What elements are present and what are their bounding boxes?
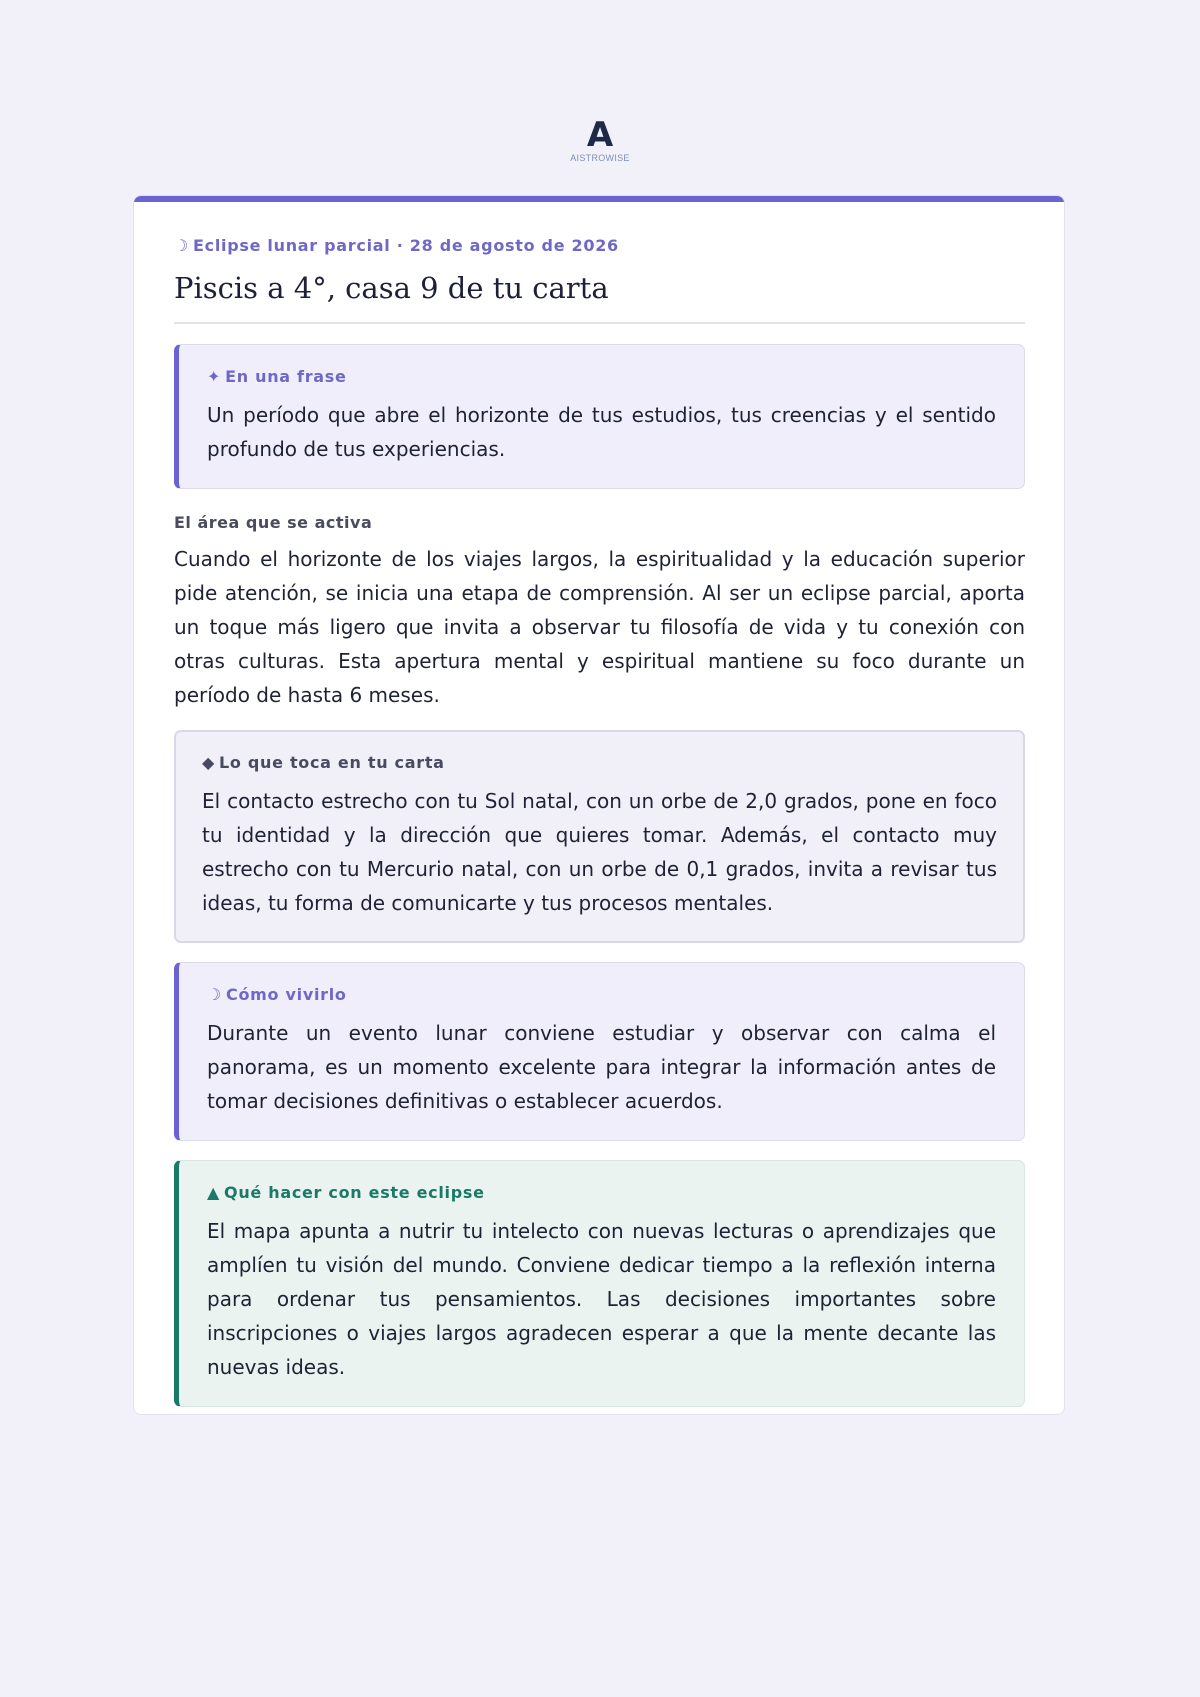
logo-mark: A: [586, 115, 614, 155]
action-box: [174, 1160, 1025, 1407]
card-content: [174, 236, 1025, 1407]
action-text: El mapa apunta a nutrir tu intelecto con nuevas lecturas o aprendizajes que amplíen tu visión del mundo. Conviene dedicar tiempo a la reflexión interna para ordenar tus pensamientos. Las decisiones importantes sobre inscripciones o viajes largos agradecen esperar a que la mente decante las nuevas ideas.: [207, 1219, 996, 1379]
action-label: [207, 1183, 996, 1203]
card-accent-bar: [134, 196, 1064, 202]
brand-logo: [0, 115, 1200, 163]
triangle-up-icon: ▲: [207, 1183, 221, 1202]
eclipse-card: [133, 195, 1065, 1415]
crescent-moon-icon: ☽: [174, 236, 190, 255]
summary-text: Un período que abre el horizonte de tus estudios, tus creencias y el sentido profundo de tus experiencias.: [207, 403, 996, 461]
chart-contacts-label-text: Lo que toca en tu carta: [219, 753, 445, 772]
diamond-icon: ◆: [202, 753, 216, 772]
area-label: El área que se activa: [174, 513, 373, 532]
summary-label: [207, 367, 996, 387]
howto-box: [174, 962, 1025, 1141]
chart-contacts-text: El contacto estrecho con tu Sol natal, con un orbe de 2,0 grados, pone en foco tu identidad y la dirección que quieres tomar. Además, el contacto muy estrecho con tu Mercurio natal, con un orbe de 0,1 grados, invita a revisar tus ideas, tu forma de comunicarte y tus procesos mentales.: [202, 789, 997, 915]
summary-box: [174, 344, 1025, 489]
event-kicker-text: Eclipse lunar parcial · 28 de agosto de 2026: [193, 236, 619, 255]
area-text: Cuando el horizonte de los viajes largos, la espiritualidad y la educación superior pide atención, se inicia una etapa de comprensión. Al ser un eclipse parcial, aporta un toque más ligero que invita a observar tu filosofía de vida y tu conexión con otras culturas. Esta apertura mental y espiritual mantiene su foco durante un período de hasta 6 meses.: [174, 547, 1025, 707]
howto-text: Durante un evento lunar conviene estudiar y observar con calma el panorama, es un momento excelente para integrar la información antes de tomar decisiones definitivas o establecer acuerdos.: [207, 1021, 996, 1113]
event-kicker: [174, 236, 1025, 256]
chart-contacts-box: [174, 730, 1025, 943]
action-label-text: Qué hacer con este eclipse: [224, 1183, 485, 1202]
chart-contacts-label: [202, 753, 997, 773]
page-title: Piscis a 4°, casa 9 de tu carta: [174, 270, 1025, 324]
crescent-moon-icon: ☽: [207, 985, 223, 1004]
logo-wordmark: AISTROWISE: [570, 153, 630, 163]
sparkle-icon: ✦: [207, 367, 222, 386]
area-section: [174, 513, 1025, 712]
howto-label: [207, 985, 996, 1005]
howto-label-text: Cómo vivirlo: [226, 985, 347, 1004]
summary-label-text: En una frase: [225, 367, 347, 386]
